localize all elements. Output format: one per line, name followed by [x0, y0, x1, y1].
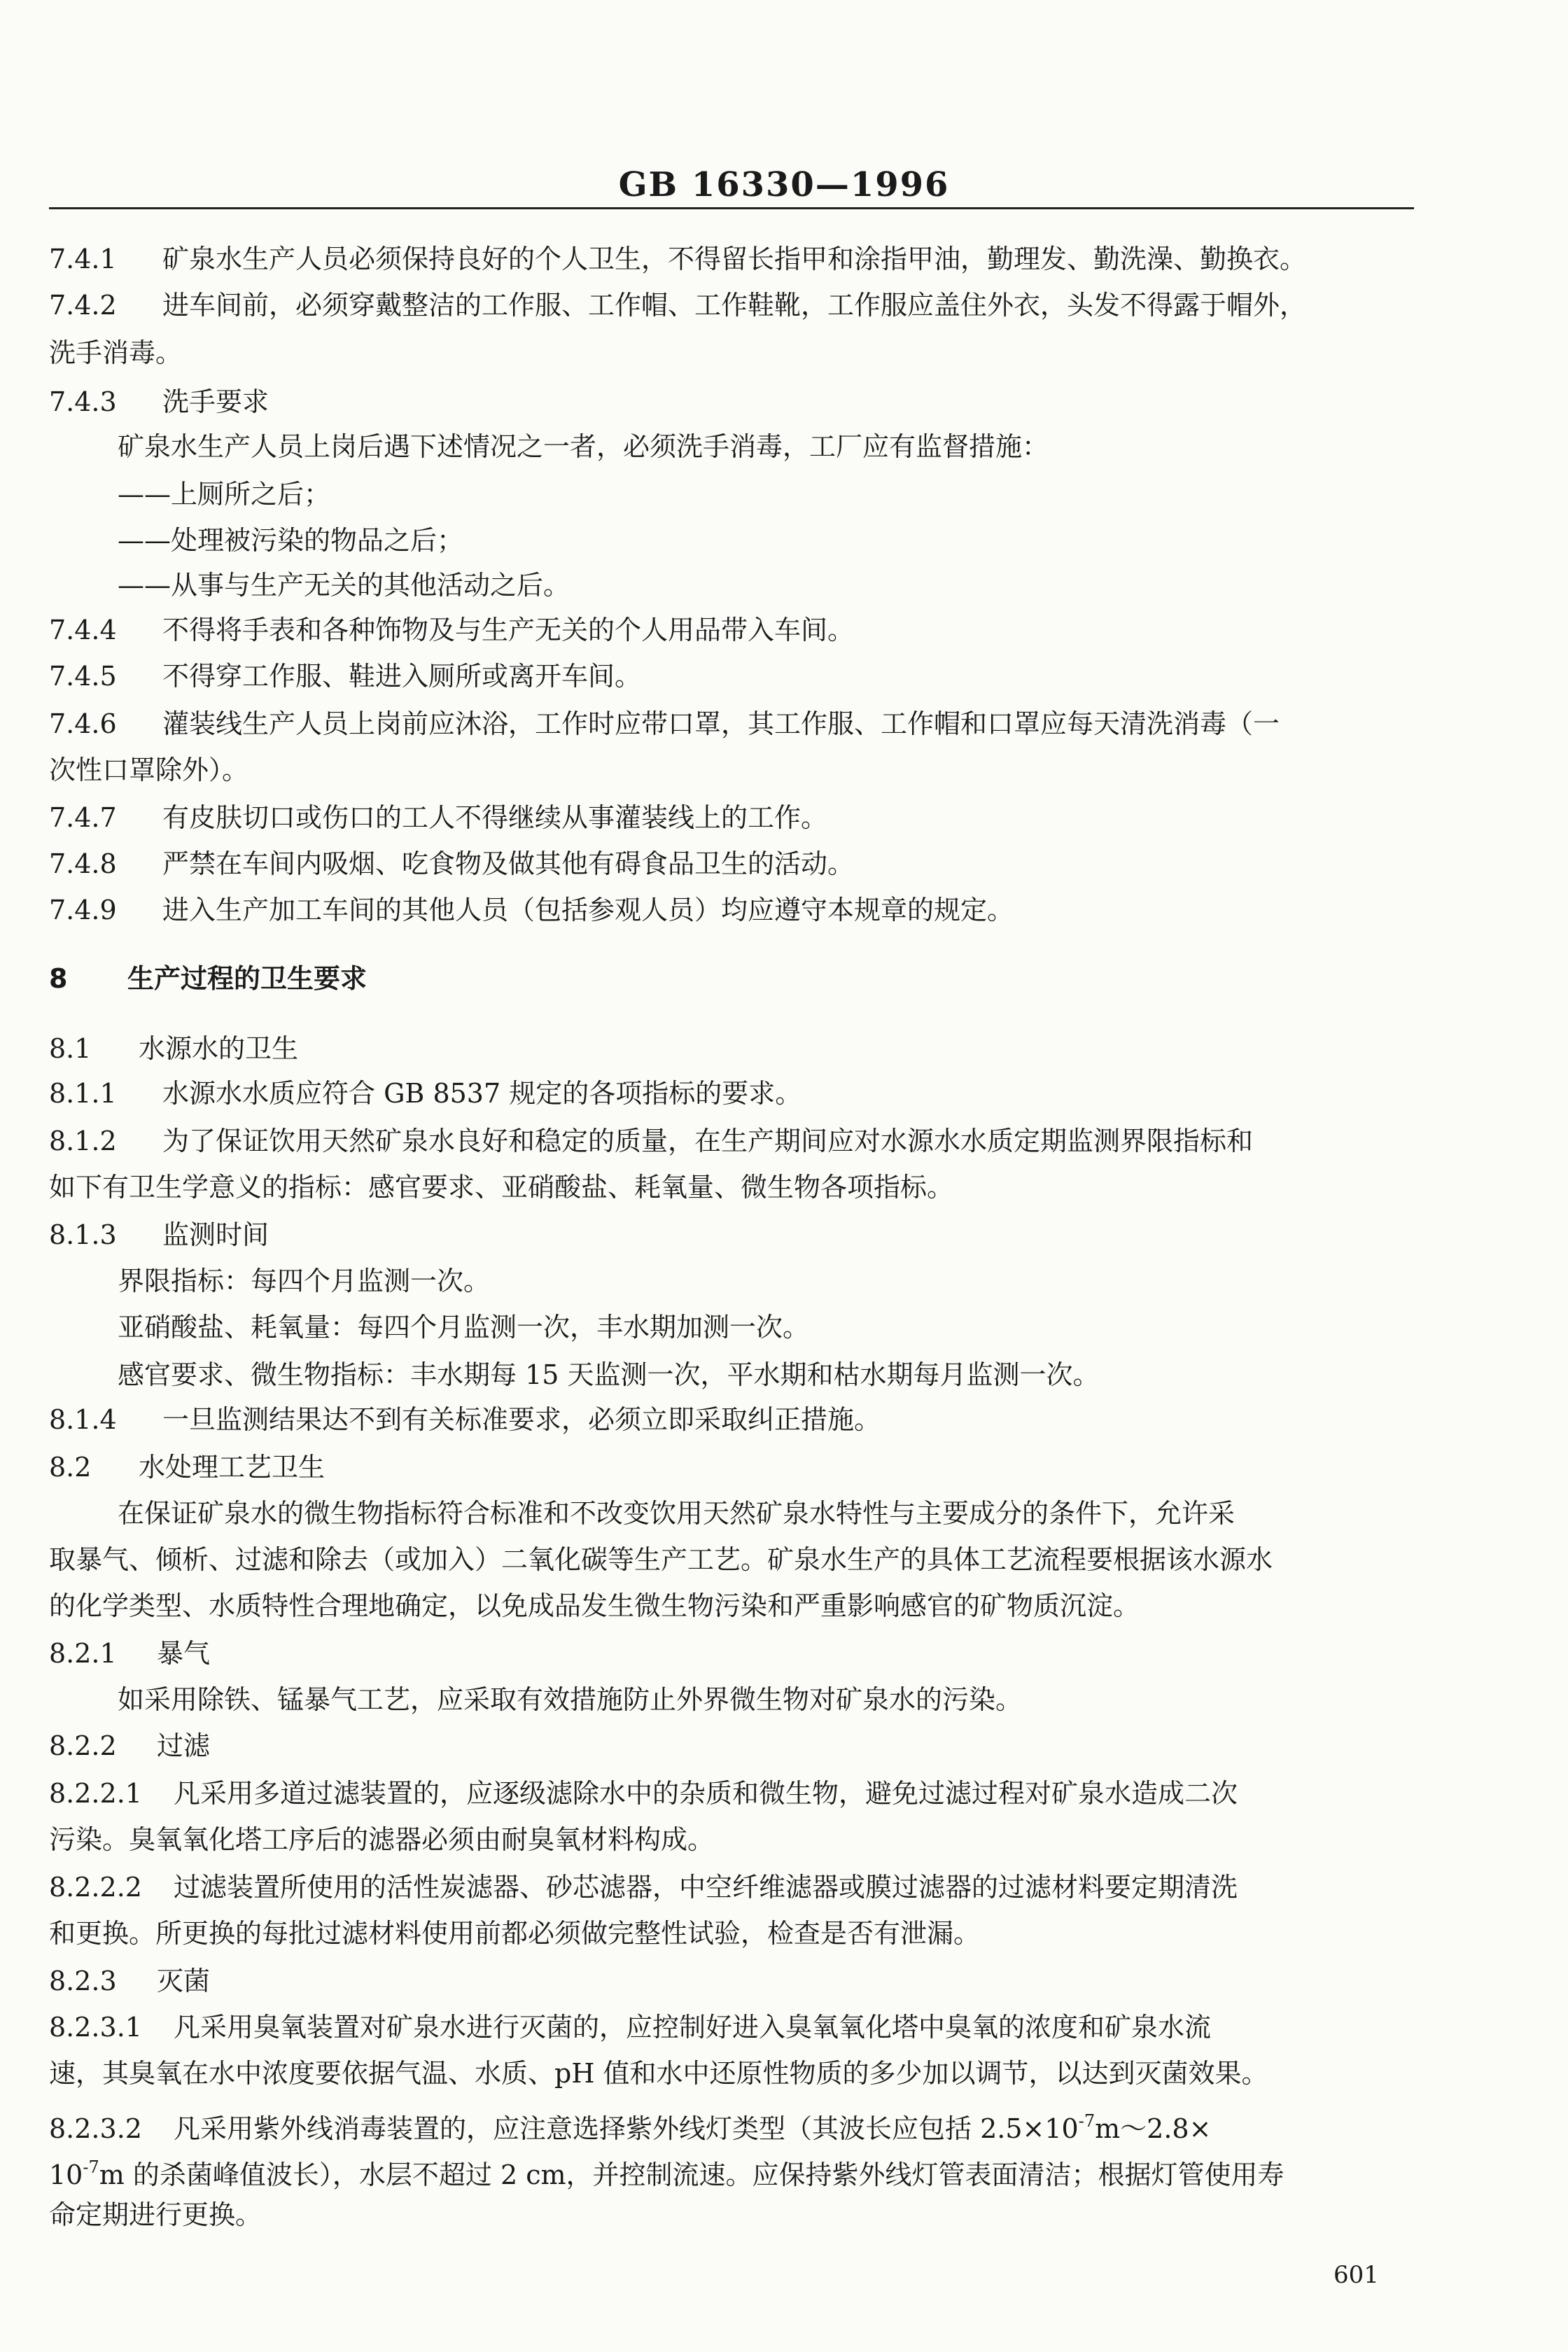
clause-8-2-3-2 [49, 2104, 1211, 2146]
text-line: 如采用除铁、锰暴气工艺，应采取有效措施防止外界微生物对矿泉水的污染。 [118, 1684, 1023, 1715]
text-line: 如下有卫生学意义的指标：感官要求、亚硝酸盐、耗氧量、微生物各项指标。 [49, 1172, 954, 1203]
page-number: 601 [1334, 2261, 1379, 2289]
clause-number: 8.2.3 [49, 1966, 117, 1996]
text-line: 矿泉水生产人员上岗后遇下述情况之一者，必须洗手消毒，工厂应有监督措施： [118, 431, 1049, 462]
clause-text: 严禁在车间内吸烟、吃食物及做其他有碍食品卫生的活动。 [162, 848, 855, 879]
clause-number: 7.4.3 [49, 386, 117, 417]
clause-number: 8.1 [49, 1033, 92, 1064]
clause-text: 不得穿工作服、鞋进入厕所或离开车间。 [162, 661, 642, 692]
text-line: 洗手消毒。 [49, 337, 183, 368]
clause-text: 为了保证饮用天然矿泉水良好和稳定的质量，在生产期间应对水源水水质定期监测界限指标和 [162, 1126, 1254, 1156]
clause-8-2-3 [49, 1964, 210, 1998]
text-part: m 的杀菌峰值波长），水层不超过 2 cm，并控制流速。应保持紫外线灯管表面清洁；根据灯管使用寿 [99, 2160, 1284, 2190]
clause-text: 监测时间 [162, 1219, 270, 1250]
clause-text: 凡采用臭氧装置对矿泉水进行灭菌的，应控制好进入臭氧氧化塔中臭氧的浓度和矿泉水流 [174, 2012, 1212, 2043]
text-part: 10 [49, 2160, 83, 2190]
clause-text: 过滤 [157, 1730, 211, 1761]
clause-text: 水源水水质应符合 GB 8537 规定的各项指标的要求。 [162, 1078, 802, 1109]
clause-8-2-2 [49, 1729, 210, 1763]
clause-7-4-4 [49, 613, 854, 647]
clause-number: 7.4.9 [49, 895, 117, 925]
text-line: 命定期进行更换。 [49, 2199, 262, 2230]
clause-8-2-2-1 [49, 1777, 1238, 1810]
clause-text: 凡采用多道过滤装置的，应逐级滤除水中的杂质和微生物，避免过滤过程对矿泉水造成二次 [174, 1778, 1238, 1809]
clause-text: 水源水的卫生 [139, 1033, 299, 1064]
clause-text: 灭菌 [157, 1966, 211, 1996]
section-heading-8 [49, 962, 367, 995]
clause-8-1-3 [49, 1218, 269, 1252]
clause-7-4-8 [49, 847, 854, 881]
text-line: 取暴气、倾析、过滤和除去（或加入）二氧化碳等生产工艺。矿泉水生产的具体工艺流程要根据该水源水 [49, 1544, 1273, 1575]
clause-8-1-1 [49, 1077, 802, 1110]
section-title: 生产过程的卫生要求 [127, 963, 368, 994]
clause-text: 进入生产加工车间的其他人员（包括参观人员）均应遵守本规章的规定。 [162, 895, 1014, 925]
clause-7-4-7 [49, 801, 827, 834]
clause-number: 8.2.2 [49, 1730, 117, 1761]
section-number: 8 [49, 963, 68, 994]
clause-number: 7.4.4 [49, 615, 117, 645]
list-item: ——上厕所之后； [118, 479, 331, 510]
clause-number: 7.4.2 [49, 290, 117, 321]
clause-number: 7.4.7 [49, 802, 117, 833]
clause-number: 8.2.3.2 [49, 2113, 142, 2144]
superscript: -7 [83, 2157, 99, 2177]
list-item: ——处理被污染的物品之后； [118, 525, 464, 556]
clause-7-4-1 [49, 242, 1306, 276]
standard-header: GB 16330—1996 [618, 165, 950, 204]
text-line: 界限指标：每四个月监测一次。 [118, 1266, 491, 1296]
text-line [49, 2150, 1284, 2192]
clause-8-1 [49, 1032, 298, 1065]
clause-number: 8.2.2.1 [49, 1778, 142, 1809]
text-line: 在保证矿泉水的微生物指标符合标准和不改变饮用天然矿泉水特性与主要成分的条件下，允许采 [118, 1498, 1236, 1529]
clause-number: 8.2.2.2 [49, 1872, 142, 1903]
text-line: 次性口罩除外）。 [49, 755, 249, 785]
clause-7-4-6 [49, 707, 1280, 741]
clause-7-4-2 [49, 288, 1306, 322]
text-line: 感官要求、微生物指标：丰水期每 15 天监测一次，平水期和枯水期每月监测一次。 [118, 1359, 1100, 1390]
clause-number: 7.4.8 [49, 848, 117, 879]
clause-7-4-5 [49, 659, 641, 693]
text-line: 亚硝酸盐、耗氧量：每四个月监测一次，丰水期加测一次。 [118, 1312, 810, 1343]
clause-8-2-3-1 [49, 2010, 1211, 2044]
list-item: ——从事与生产无关的其他活动之后。 [118, 570, 570, 601]
clause-7-4-3 [49, 385, 269, 419]
clause-number: 8.2.1 [49, 1638, 117, 1669]
clause-number: 8.1.1 [49, 1078, 117, 1109]
text-line: 的化学类型、水质特性合理地确定，以免成品发生微生物污染和严重影响感官的矿物质沉淀。 [49, 1590, 1140, 1621]
clause-text: 矿泉水生产人员必须保持良好的个人卫生，不得留长指甲和涂指甲油，勤理发、勤洗澡、勤换衣。 [162, 244, 1307, 274]
clause-8-2-1 [49, 1637, 210, 1670]
clause-text: 暴气 [157, 1638, 211, 1669]
clause-text: 不得将手表和各种饰物及与生产无关的个人用品带入车间。 [162, 615, 855, 645]
superscript: -7 [1078, 2111, 1096, 2131]
clause-text: 灌装线生产人员上岗前应沐浴，工作时应带口罩，其工作服、工作帽和口罩应每天清洗消毒（一 [162, 708, 1280, 739]
clause-text: 洗手要求 [162, 386, 270, 417]
clause-text: 一旦监测结果达不到有关标准要求，必须立即采取纠正措施。 [162, 1404, 881, 1435]
text-line: 污染。臭氧氧化塔工序后的滤器必须由耐臭氧材料构成。 [49, 1824, 715, 1855]
clause-8-2 [49, 1450, 325, 1484]
clause-text: 过滤装置所使用的活性炭滤器、砂芯滤器，中空纤维滤器或膜过滤器的过滤材料要定期清洗 [174, 1872, 1238, 1903]
clause-text-cont: m～2.8× [1095, 2113, 1212, 2144]
clause-number: 7.4.6 [49, 708, 117, 739]
clause-number: 8.2 [49, 1452, 92, 1483]
clause-text: 凡采用紫外线消毒装置的，应注意选择紫外线灯类型（其波长应包括 2.5×10 [174, 2113, 1079, 2144]
clause-8-1-4 [49, 1403, 881, 1436]
clause-number: 8.1.3 [49, 1219, 117, 1250]
clause-number: 8.2.3.1 [49, 2012, 142, 2043]
clause-text: 进车间前，必须穿戴整洁的工作服、工作帽、工作鞋靴，工作服应盖住外衣，头发不得露于帽外， [162, 290, 1307, 321]
clause-text: 水处理工艺卫生 [139, 1452, 326, 1483]
text-line: 和更换。所更换的每批过滤材料使用前都必须做完整性试验，检查是否有泄漏。 [49, 1918, 981, 1949]
clause-number: 8.1.4 [49, 1404, 117, 1435]
header-rule [49, 207, 1414, 209]
text-line: 速，其臭氧在水中浓度要依据气温、水质、pH 值和水中还原性物质的多少加以调节，以达到灭菌效果。 [49, 2058, 1268, 2089]
clause-8-1-2 [49, 1124, 1253, 1158]
clause-text: 有皮肤切口或伤口的工人不得继续从事灌装线上的工作。 [162, 802, 828, 833]
clause-7-4-9 [49, 893, 1014, 927]
clause-8-2-2-2 [49, 1870, 1238, 1904]
clause-number: 7.4.5 [49, 661, 117, 692]
clause-number: 8.1.2 [49, 1126, 117, 1156]
clause-number: 7.4.1 [49, 244, 117, 274]
